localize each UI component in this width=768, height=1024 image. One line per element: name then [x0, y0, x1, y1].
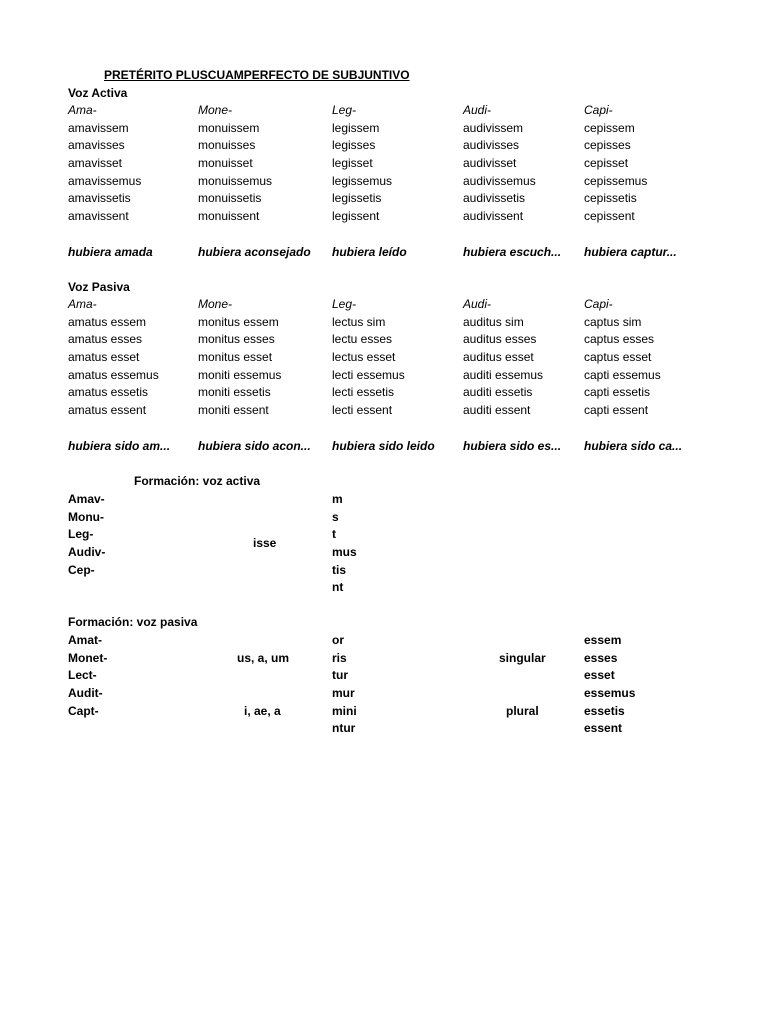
conjugation-cell: cepissemus — [584, 174, 648, 188]
stem-cell: Capi- — [584, 297, 613, 311]
auxiliary-form: essetis — [584, 704, 625, 718]
conjugation-cell: amavisset — [68, 156, 123, 170]
conjugation-cell: moniti essent — [198, 403, 269, 417]
formation-stem: Monet- — [68, 651, 108, 665]
formation-active-heading: Formación: voz activa — [134, 474, 261, 488]
formation-ending: ntur — [332, 721, 356, 735]
table-row — [0, 349, 768, 366]
formation-stem: Capt- — [68, 704, 99, 718]
plural-label: plural — [506, 704, 539, 718]
conjugation-cell: monuissem — [198, 121, 260, 135]
stem-cell: Mone- — [198, 103, 233, 117]
conjugation-cell: captus esses — [584, 332, 655, 346]
table-row — [0, 331, 768, 348]
stem-cell: Audi- — [463, 297, 492, 311]
formation-ending: s — [332, 510, 339, 524]
formation-ending: m — [332, 492, 343, 506]
conjugation-cell: capti essetis — [584, 385, 651, 399]
conjugation-cell: auditus sim — [463, 315, 524, 329]
conjugation-cell: lecti essetis — [332, 385, 395, 399]
auxiliary-form: esset — [584, 668, 615, 682]
conjugation-cell: monuissent — [198, 209, 260, 223]
conjugation-cell: audivisset — [463, 156, 517, 170]
formation-stem: Cep- — [68, 563, 95, 577]
conjugation-cell: amatus essent — [68, 403, 147, 417]
conjugation-cell: audivissent — [463, 209, 524, 223]
conjugation-cell: captus esset — [584, 350, 652, 364]
conjugation-cell: legissetis — [332, 191, 382, 205]
formation-ending: mini — [332, 704, 357, 718]
conjugation-cell: lecti essent — [332, 403, 393, 417]
conjugation-cell: cepisses — [584, 138, 631, 152]
translation-cell: hubiera sido ca... — [584, 439, 683, 453]
conjugation-cell: lectu esses — [332, 332, 393, 346]
conjugation-cell: amatus esses — [68, 332, 143, 346]
translation-cell: hubiera sido acon... — [198, 439, 311, 453]
conjugation-cell: audivissetis — [463, 191, 526, 205]
conjugation-cell: monuissemus — [198, 174, 273, 188]
table-row — [0, 137, 768, 154]
conjugation-cell: amatus esset — [68, 350, 140, 364]
stem-cell: Mone- — [198, 297, 233, 311]
auxiliary-form: essemus — [584, 686, 636, 700]
passive-stems-row — [0, 296, 768, 313]
conjugation-cell: amavisses — [68, 138, 125, 152]
formation-stem: Monu- — [68, 510, 104, 524]
table-row — [0, 402, 768, 419]
formation-suffix-singular: us, a, um — [237, 651, 290, 665]
table-row — [0, 314, 768, 331]
conjugation-cell: audivisses — [463, 138, 520, 152]
translation-cell: hubiera captur... — [584, 245, 677, 259]
auxiliary-form: essent — [584, 721, 623, 735]
conjugation-cell: amatus essem — [68, 315, 147, 329]
formation-ending: mur — [332, 686, 355, 700]
formation-stem: Lect- — [68, 668, 97, 682]
translation-cell: hubiera amada — [68, 245, 153, 259]
formation-stem: Leg- — [68, 527, 94, 541]
passive-translations-row — [0, 438, 768, 455]
formation-stem: Amat- — [68, 633, 103, 647]
conjugation-cell: amatus essemus — [68, 368, 159, 382]
stem-cell: Leg- — [332, 103, 357, 117]
conjugation-cell: captus sim — [584, 315, 642, 329]
formation-ending: mus — [332, 545, 357, 559]
stem-cell: Ama- — [68, 103, 97, 117]
active-voice-heading: Voz Activa — [68, 86, 128, 100]
formation-ending: t — [332, 527, 336, 541]
conjugation-cell: lectus esset — [332, 350, 396, 364]
formation-stem: Audiv- — [68, 545, 106, 559]
table-row — [0, 173, 768, 190]
conjugation-cell: amavissem — [68, 121, 129, 135]
conjugation-cell: legisset — [332, 156, 373, 170]
table-row — [0, 120, 768, 137]
passive-voice-heading: Voz Pasiva — [68, 280, 130, 294]
conjugation-cell: amavissemus — [68, 174, 142, 188]
stem-cell: Ama- — [68, 297, 97, 311]
formation-ending: ris — [332, 651, 347, 665]
conjugation-cell: auditi essemus — [463, 368, 544, 382]
translation-cell: hubiera aconsejado — [198, 245, 311, 259]
page-title: PRETÉRITO PLUSCUAMPERFECTO DE SUBJUNTIVO — [104, 68, 410, 82]
conjugation-cell: monuissetis — [198, 191, 262, 205]
table-row — [0, 155, 768, 172]
conjugation-cell: legisses — [332, 138, 376, 152]
table-row — [0, 367, 768, 384]
formation-passive-heading: Formación: voz pasiva — [68, 615, 198, 629]
formation-suffix-plural: i, ae, a — [244, 704, 281, 718]
formation-ending: tis — [332, 563, 347, 577]
stem-cell: Leg- — [332, 297, 357, 311]
stem-cell: Capi- — [584, 103, 613, 117]
table-row — [0, 208, 768, 225]
conjugation-cell: monuisses — [198, 138, 256, 152]
conjugation-cell: cepissetis — [584, 191, 637, 205]
conjugation-cell: auditi essetis — [463, 385, 533, 399]
conjugation-cell: moniti essemus — [198, 368, 282, 382]
conjugation-cell: capti essent — [584, 403, 649, 417]
conjugation-cell: audivissem — [463, 121, 524, 135]
formation-ending: nt — [332, 580, 344, 594]
formation-ending: tur — [332, 668, 348, 682]
conjugation-cell: amavissetis — [68, 191, 131, 205]
table-row — [0, 190, 768, 207]
conjugation-cell: amavissent — [68, 209, 129, 223]
translation-cell: hubiera leído — [332, 245, 407, 259]
conjugation-cell: auditus esses — [463, 332, 537, 346]
formation-stem: Amav- — [68, 492, 105, 506]
singular-label: singular — [499, 651, 546, 665]
conjugation-cell: amatus essetis — [68, 385, 149, 399]
stem-cell: Audi- — [463, 103, 492, 117]
conjugation-cell: moniti essetis — [198, 385, 271, 399]
active-stems-row — [0, 102, 768, 119]
auxiliary-form: esses — [584, 651, 618, 665]
conjugation-cell: legissem — [332, 121, 380, 135]
table-row — [0, 384, 768, 401]
translation-cell: hubiera escuch... — [463, 245, 562, 259]
formation-ending: or — [332, 633, 344, 647]
conjugation-cell: auditus esset — [463, 350, 534, 364]
conjugation-cell: auditi essent — [463, 403, 531, 417]
conjugation-cell: lecti essemus — [332, 368, 405, 382]
conjugation-cell: lectus sim — [332, 315, 386, 329]
conjugation-cell: legissemus — [332, 174, 393, 188]
translation-cell: hubiera sido es... — [463, 439, 562, 453]
conjugation-cell: audivissemus — [463, 174, 536, 188]
conjugation-cell: monuisset — [198, 156, 253, 170]
conjugation-cell: capti essemus — [584, 368, 661, 382]
conjugation-cell: cepissent — [584, 209, 635, 223]
translation-cell: hubiera sido leido — [332, 439, 435, 453]
conjugation-cell: monitus esses — [198, 332, 275, 346]
conjugation-cell: monitus esset — [198, 350, 273, 364]
conjugation-cell: cepissem — [584, 121, 635, 135]
auxiliary-form: essem — [584, 633, 622, 647]
conjugation-cell: monitus essem — [198, 315, 279, 329]
conjugation-cell: legissent — [332, 209, 380, 223]
conjugation-cell: cepisset — [584, 156, 629, 170]
formation-stem: Audit- — [68, 686, 103, 700]
formation-infix: isse — [253, 536, 277, 550]
translation-cell: hubiera sido am... — [68, 439, 171, 453]
active-translations-row — [0, 244, 768, 261]
